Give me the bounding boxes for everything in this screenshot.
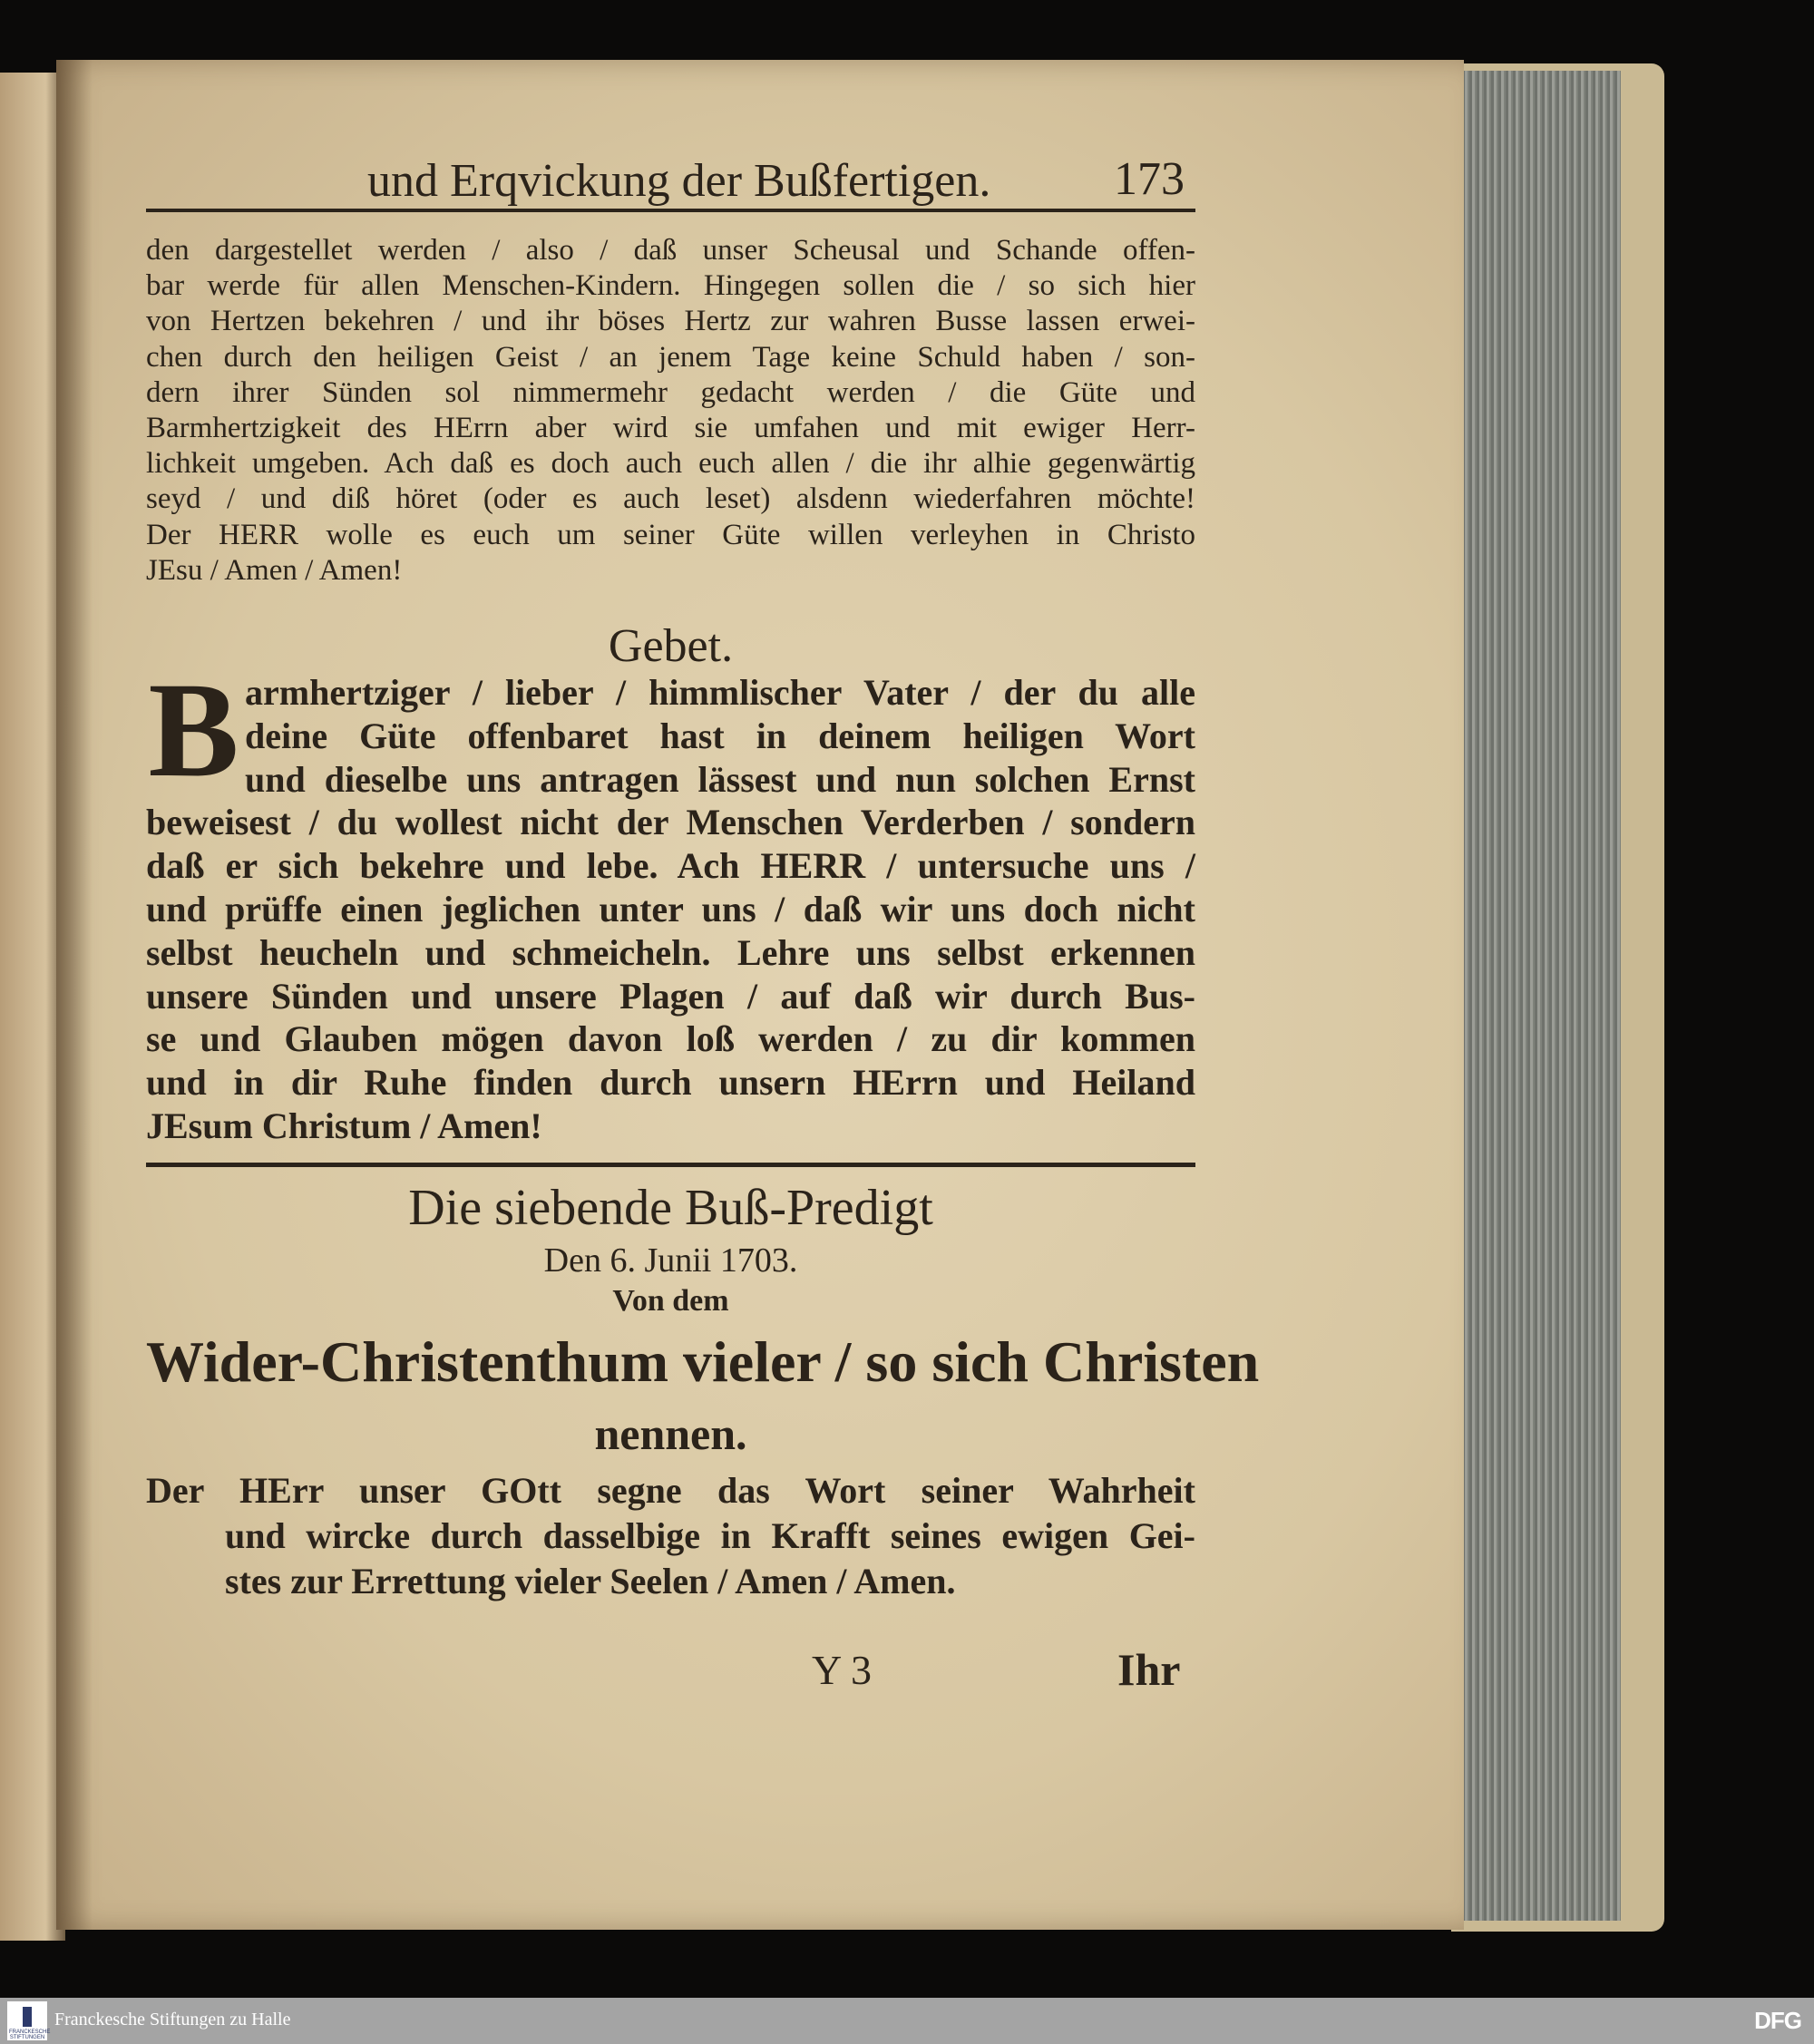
gutter-shadow [56, 60, 93, 1930]
page-fore-edge [1462, 71, 1621, 1921]
drop-cap: B [148, 655, 239, 805]
text-line: Barmhertzigkeit des HErrn aber wird sie umfahen und mit ewiger Herr- [146, 412, 1195, 444]
text-line: se und Glauben mögen davon loß werden / zu dir kommen [146, 1018, 1195, 1060]
sermon-subject-line1: Wider-Christenthum vieler / so sich Christen [146, 1329, 1260, 1394]
text-line: dern ihrer Sünden sol nimmermehr gedacht werden / die Güte und [146, 375, 1195, 409]
header-rule [146, 209, 1195, 212]
catchword: Ihr [1117, 1644, 1181, 1695]
text-line: armhertziger / lieber / himmlischer Vater / der du alle [245, 672, 1195, 713]
text-line: Der HErr unser GOtt segne das Wort seiner Wahrheit [146, 1470, 1195, 1511]
text-line: Der HERR wolle es euch um seiner Güte willen verleyhen in Christo [146, 518, 1195, 551]
text-line: JEsum Christum / Amen! [146, 1105, 542, 1146]
text-line: und prüffe einen jeglichen unter uns / daß wir uns doch nicht [146, 889, 1195, 930]
text-line: und dieselbe uns antragen lässest und nun solchen Ernst [245, 758, 1195, 800]
text-line: lichkeit umgeben. Ach daß es doch auch euch allen / die ihr alhie gegenwärtig [146, 447, 1195, 481]
signature-mark: Y 3 [812, 1647, 873, 1693]
sermon-subject-line2: nennen. [594, 1408, 747, 1459]
tower-icon [23, 2007, 32, 2027]
running-title: und Erqvickung der Bußfertigen. [367, 155, 991, 207]
dfg-logo[interactable]: DFG [1754, 2007, 1801, 2034]
text-line: den dargestellet werden / also / daß unser Scheusal und Schande offen- [146, 234, 1195, 267]
text-line: und in dir Ruhe finden durch unsern HErrn und Heiland [146, 1062, 1195, 1104]
text-line: von Hertzen bekehren / und ihr böses Hertz zur wahren Busse lassen erwei- [146, 305, 1195, 338]
text-line: JEsu / Amen / Amen! [146, 553, 403, 587]
sermon-title: Die siebende Buß-Predigt [408, 1180, 933, 1236]
sermon-date: Den 6. Junii 1703. [543, 1241, 798, 1280]
text-line: stes zur Errettung vieler Seelen / Amen / Amen. [225, 1561, 956, 1601]
institution-name[interactable]: Franckesche Stiftungen zu Halle [54, 2010, 291, 2029]
text-line: beweisest / du wollest nicht der Menschen Verderben / sondern [146, 802, 1195, 843]
text-line: unsere Sünden und unsere Plagen / auf daß wir durch Bus- [146, 975, 1195, 1017]
page-number: 173 [1114, 153, 1185, 205]
text-line: daß er sich bekehre und lebe. Ach HERR / untersuche uns / [146, 845, 1195, 887]
text-line: bar werde für allen Menschen-Kindern. Hingegen sollen die / so sich hier [146, 269, 1195, 303]
logo-caption: FRANCKESCHE STIFTUNGEN [9, 2029, 51, 2040]
text-line: deine Güte offenbaret hast in deinem heiligen Wort [245, 715, 1195, 756]
section-rule [146, 1163, 1195, 1167]
text-line: und wircke durch dasselbige in Krafft seines ewigen Gei- [225, 1515, 1195, 1556]
text-line: seyd / und diß höret (oder es auch leset) alsdenn wiederfahren möchte! [146, 482, 1195, 516]
text-line: selbst heucheln und schmeicheln. Lehre uns selbst erkennen [146, 931, 1195, 973]
footer-bar [0, 1998, 1814, 2044]
prayer-heading: Gebet. [608, 620, 734, 672]
von-dem: Von dem [612, 1284, 729, 1318]
institution-logo[interactable] [7, 2001, 51, 2040]
text-line: chen durch den heiligen Geist / an jenem Tage keine Schuld haben / son- [146, 340, 1195, 374]
